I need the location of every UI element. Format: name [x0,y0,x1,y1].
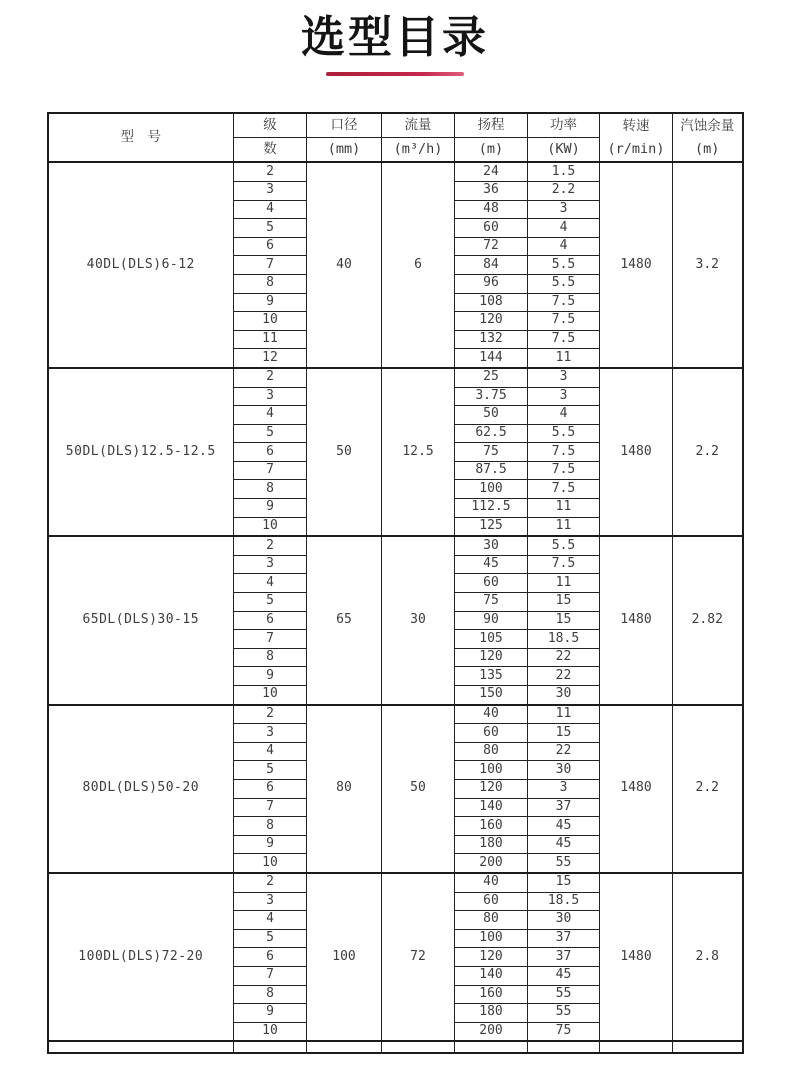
stage-cell: 5 [234,593,307,612]
power-cell: 11 [528,705,600,724]
stage-cell: 2 [234,162,307,181]
head-cell: 112.5 [455,499,528,518]
header-stages-top: 级 [234,113,307,138]
table-row [48,873,743,892]
power-cell [528,1041,600,1053]
stage-cell: 2 [234,368,307,387]
flow-cell: 12.5 [382,368,455,536]
stage-cell: 5 [234,219,307,238]
head-cell: 75 [455,593,528,612]
power-cell: 45 [528,835,600,854]
head-cell: 150 [455,686,528,705]
power-cell: 5.5 [528,536,600,555]
stage-cell: 2 [234,873,307,892]
stage-cell: 4 [234,742,307,761]
npsh-cell: 2.82 [673,536,743,704]
power-cell: 7.5 [528,312,600,331]
head-cell: 180 [455,1004,528,1023]
power-cell: 22 [528,648,600,667]
head-cell: 45 [455,555,528,574]
head-cell: 60 [455,574,528,593]
stage-cell: 4 [234,911,307,930]
head-cell: 132 [455,330,528,349]
stage-cell: 7 [234,966,307,985]
power-cell: 3 [528,779,600,798]
power-cell: 55 [528,854,600,873]
stage-cell: 3 [234,724,307,743]
diameter-cell: 40 [307,162,382,368]
head-cell: 120 [455,648,528,667]
power-cell: 22 [528,667,600,686]
power-cell: 2.2 [528,181,600,200]
stage-cell: 7 [234,798,307,817]
power-cell: 18.5 [528,892,600,911]
head-cell: 72 [455,237,528,256]
head-cell: 80 [455,911,528,930]
diameter-cell: 65 [307,536,382,704]
head-cell: 100 [455,480,528,499]
stage-cell: 10 [234,686,307,705]
model-cell: 80DL(DLS)50-20 [48,705,234,873]
model-cell: 100DL(DLS)72-20 [48,873,234,1041]
diameter-cell: 80 [307,705,382,873]
head-cell: 100 [455,761,528,780]
table-header [48,113,743,162]
power-cell: 15 [528,611,600,630]
head-cell [455,1041,528,1053]
power-cell: 11 [528,574,600,593]
table-row [48,368,743,387]
head-cell: 36 [455,181,528,200]
flow-cell: 72 [382,873,455,1041]
stage-cell: 9 [234,1004,307,1023]
head-cell: 120 [455,779,528,798]
head-cell: 40 [455,705,528,724]
head-cell: 24 [455,162,528,181]
flow-cell: 6 [382,162,455,368]
speed-cell: 1480 [600,368,673,536]
power-cell: 15 [528,724,600,743]
head-cell: 108 [455,293,528,312]
head-cell: 120 [455,312,528,331]
power-cell: 4 [528,237,600,256]
head-cell: 30 [455,536,528,555]
head-cell: 160 [455,817,528,836]
head-cell: 75 [455,443,528,462]
power-cell: 5.5 [528,274,600,293]
header-power-unit: (KW) [528,138,600,163]
head-cell: 48 [455,200,528,219]
power-cell: 30 [528,686,600,705]
table-row-partial [48,1041,743,1053]
power-cell: 3 [528,387,600,406]
table-row [48,705,743,724]
stage-cell: 9 [234,499,307,518]
head-cell: 50 [455,406,528,425]
power-cell: 37 [528,948,600,967]
flow-cell: 30 [382,536,455,704]
table-row [48,162,743,181]
power-cell: 4 [528,406,600,425]
stage-cell: 3 [234,387,307,406]
head-cell: 120 [455,948,528,967]
header-npsh-label: 汽蚀余量 [680,117,735,134]
header-speed-label: 转速 [622,117,650,134]
table-row [48,536,743,555]
stage-cell: 12 [234,349,307,368]
power-cell: 11 [528,517,600,536]
model-cell: 50DL(DLS)12.5-12.5 [48,368,234,536]
npsh-cell: 2.8 [673,873,743,1041]
header-flow-top: 流量 [382,113,455,138]
head-cell: 60 [455,892,528,911]
speed-cell [600,1041,673,1053]
header-row-top [48,113,743,138]
speed-cell: 1480 [600,705,673,873]
power-cell: 55 [528,985,600,1004]
stage-cell: 10 [234,312,307,331]
stage-cell: 4 [234,200,307,219]
stage-cell: 6 [234,443,307,462]
stage-cell: 8 [234,274,307,293]
stage-cell: 2 [234,536,307,555]
speed-cell: 1480 [600,162,673,368]
power-cell: 3 [528,368,600,387]
power-cell: 5.5 [528,256,600,275]
power-cell: 7.5 [528,461,600,480]
diameter-cell: 50 [307,368,382,536]
head-cell: 80 [455,742,528,761]
head-cell: 144 [455,349,528,368]
power-cell: 37 [528,929,600,948]
npsh-cell: 3.2 [673,162,743,368]
power-cell: 75 [528,1022,600,1041]
power-cell: 37 [528,798,600,817]
power-cell: 45 [528,817,600,836]
stage-cell: 11 [234,330,307,349]
power-cell: 18.5 [528,630,600,649]
stage-cell: 7 [234,256,307,275]
page-title: 选型目录 [301,12,489,63]
stage-cell: 5 [234,424,307,443]
power-cell: 3 [528,200,600,219]
power-cell: 7.5 [528,480,600,499]
head-cell: 87.5 [455,461,528,480]
model-cell [48,1041,234,1053]
head-cell: 96 [455,274,528,293]
stage-cell: 2 [234,705,307,724]
head-cell: 160 [455,985,528,1004]
stage-cell: 4 [234,406,307,425]
stage-cell: 10 [234,517,307,536]
stage-cell: 6 [234,948,307,967]
head-cell: 140 [455,966,528,985]
header-diameter-top: 口径 [307,113,382,138]
stage-cell: 6 [234,237,307,256]
head-cell: 84 [455,256,528,275]
header-model: 型 号 [48,113,234,162]
head-cell: 60 [455,219,528,238]
power-cell: 7.5 [528,555,600,574]
power-cell: 4 [528,219,600,238]
head-cell: 200 [455,1022,528,1041]
stage-cell: 7 [234,461,307,480]
npsh-cell [673,1041,743,1053]
stage-cell: 9 [234,835,307,854]
stage-cell [234,1041,307,1053]
head-cell: 3.75 [455,387,528,406]
stage-cell: 8 [234,985,307,1004]
stage-cell: 10 [234,854,307,873]
model-cell: 65DL(DLS)30-15 [48,536,234,704]
stage-cell: 3 [234,555,307,574]
head-cell: 25 [455,368,528,387]
power-cell: 15 [528,593,600,612]
header-power-top: 功率 [528,113,600,138]
speed-cell: 1480 [600,536,673,704]
power-cell: 7.5 [528,330,600,349]
power-cell: 5.5 [528,424,600,443]
pump-selection-table [47,112,744,1054]
diameter-cell: 100 [307,873,382,1041]
head-cell: 135 [455,667,528,686]
flow-cell [382,1041,455,1053]
power-cell: 22 [528,742,600,761]
header-speed-unit: (r/min) [607,140,665,157]
head-cell: 60 [455,724,528,743]
header-npsh-unit: (m) [695,140,720,157]
power-cell: 11 [528,349,600,368]
npsh-cell: 2.2 [673,368,743,536]
table-body [48,162,743,1053]
title-underline [326,72,464,76]
head-cell: 62.5 [455,424,528,443]
stage-cell: 3 [234,892,307,911]
power-cell: 7.5 [528,293,600,312]
header-speed [600,113,673,162]
header-flow-unit: (m³/h) [382,138,455,163]
stage-cell: 10 [234,1022,307,1041]
power-cell: 30 [528,761,600,780]
power-cell: 30 [528,911,600,930]
header-npsh [673,113,743,162]
stage-cell: 6 [234,611,307,630]
diameter-cell [307,1041,382,1053]
stage-cell: 4 [234,574,307,593]
model-cell: 40DL(DLS)6-12 [48,162,234,368]
head-cell: 90 [455,611,528,630]
stage-cell: 3 [234,181,307,200]
power-cell: 1.5 [528,162,600,181]
npsh-cell: 2.2 [673,705,743,873]
head-cell: 40 [455,873,528,892]
power-cell: 55 [528,1004,600,1023]
head-cell: 125 [455,517,528,536]
power-cell: 45 [528,966,600,985]
stage-cell: 8 [234,480,307,499]
power-cell: 11 [528,499,600,518]
head-cell: 200 [455,854,528,873]
head-cell: 180 [455,835,528,854]
stage-cell: 9 [234,667,307,686]
head-cell: 100 [455,929,528,948]
head-cell: 140 [455,798,528,817]
power-cell: 7.5 [528,443,600,462]
head-cell: 105 [455,630,528,649]
stage-cell: 6 [234,779,307,798]
stage-cell: 5 [234,929,307,948]
header-diameter-unit: (mm) [307,138,382,163]
header-head-top: 扬程 [455,113,528,138]
speed-cell: 1480 [600,873,673,1041]
stage-cell: 8 [234,648,307,667]
header-stages-bottom: 数 [234,138,307,163]
stage-cell: 7 [234,630,307,649]
stage-cell: 5 [234,761,307,780]
stage-cell: 9 [234,293,307,312]
flow-cell: 50 [382,705,455,873]
stage-cell: 8 [234,817,307,836]
header-head-unit: (m) [455,138,528,163]
power-cell: 15 [528,873,600,892]
